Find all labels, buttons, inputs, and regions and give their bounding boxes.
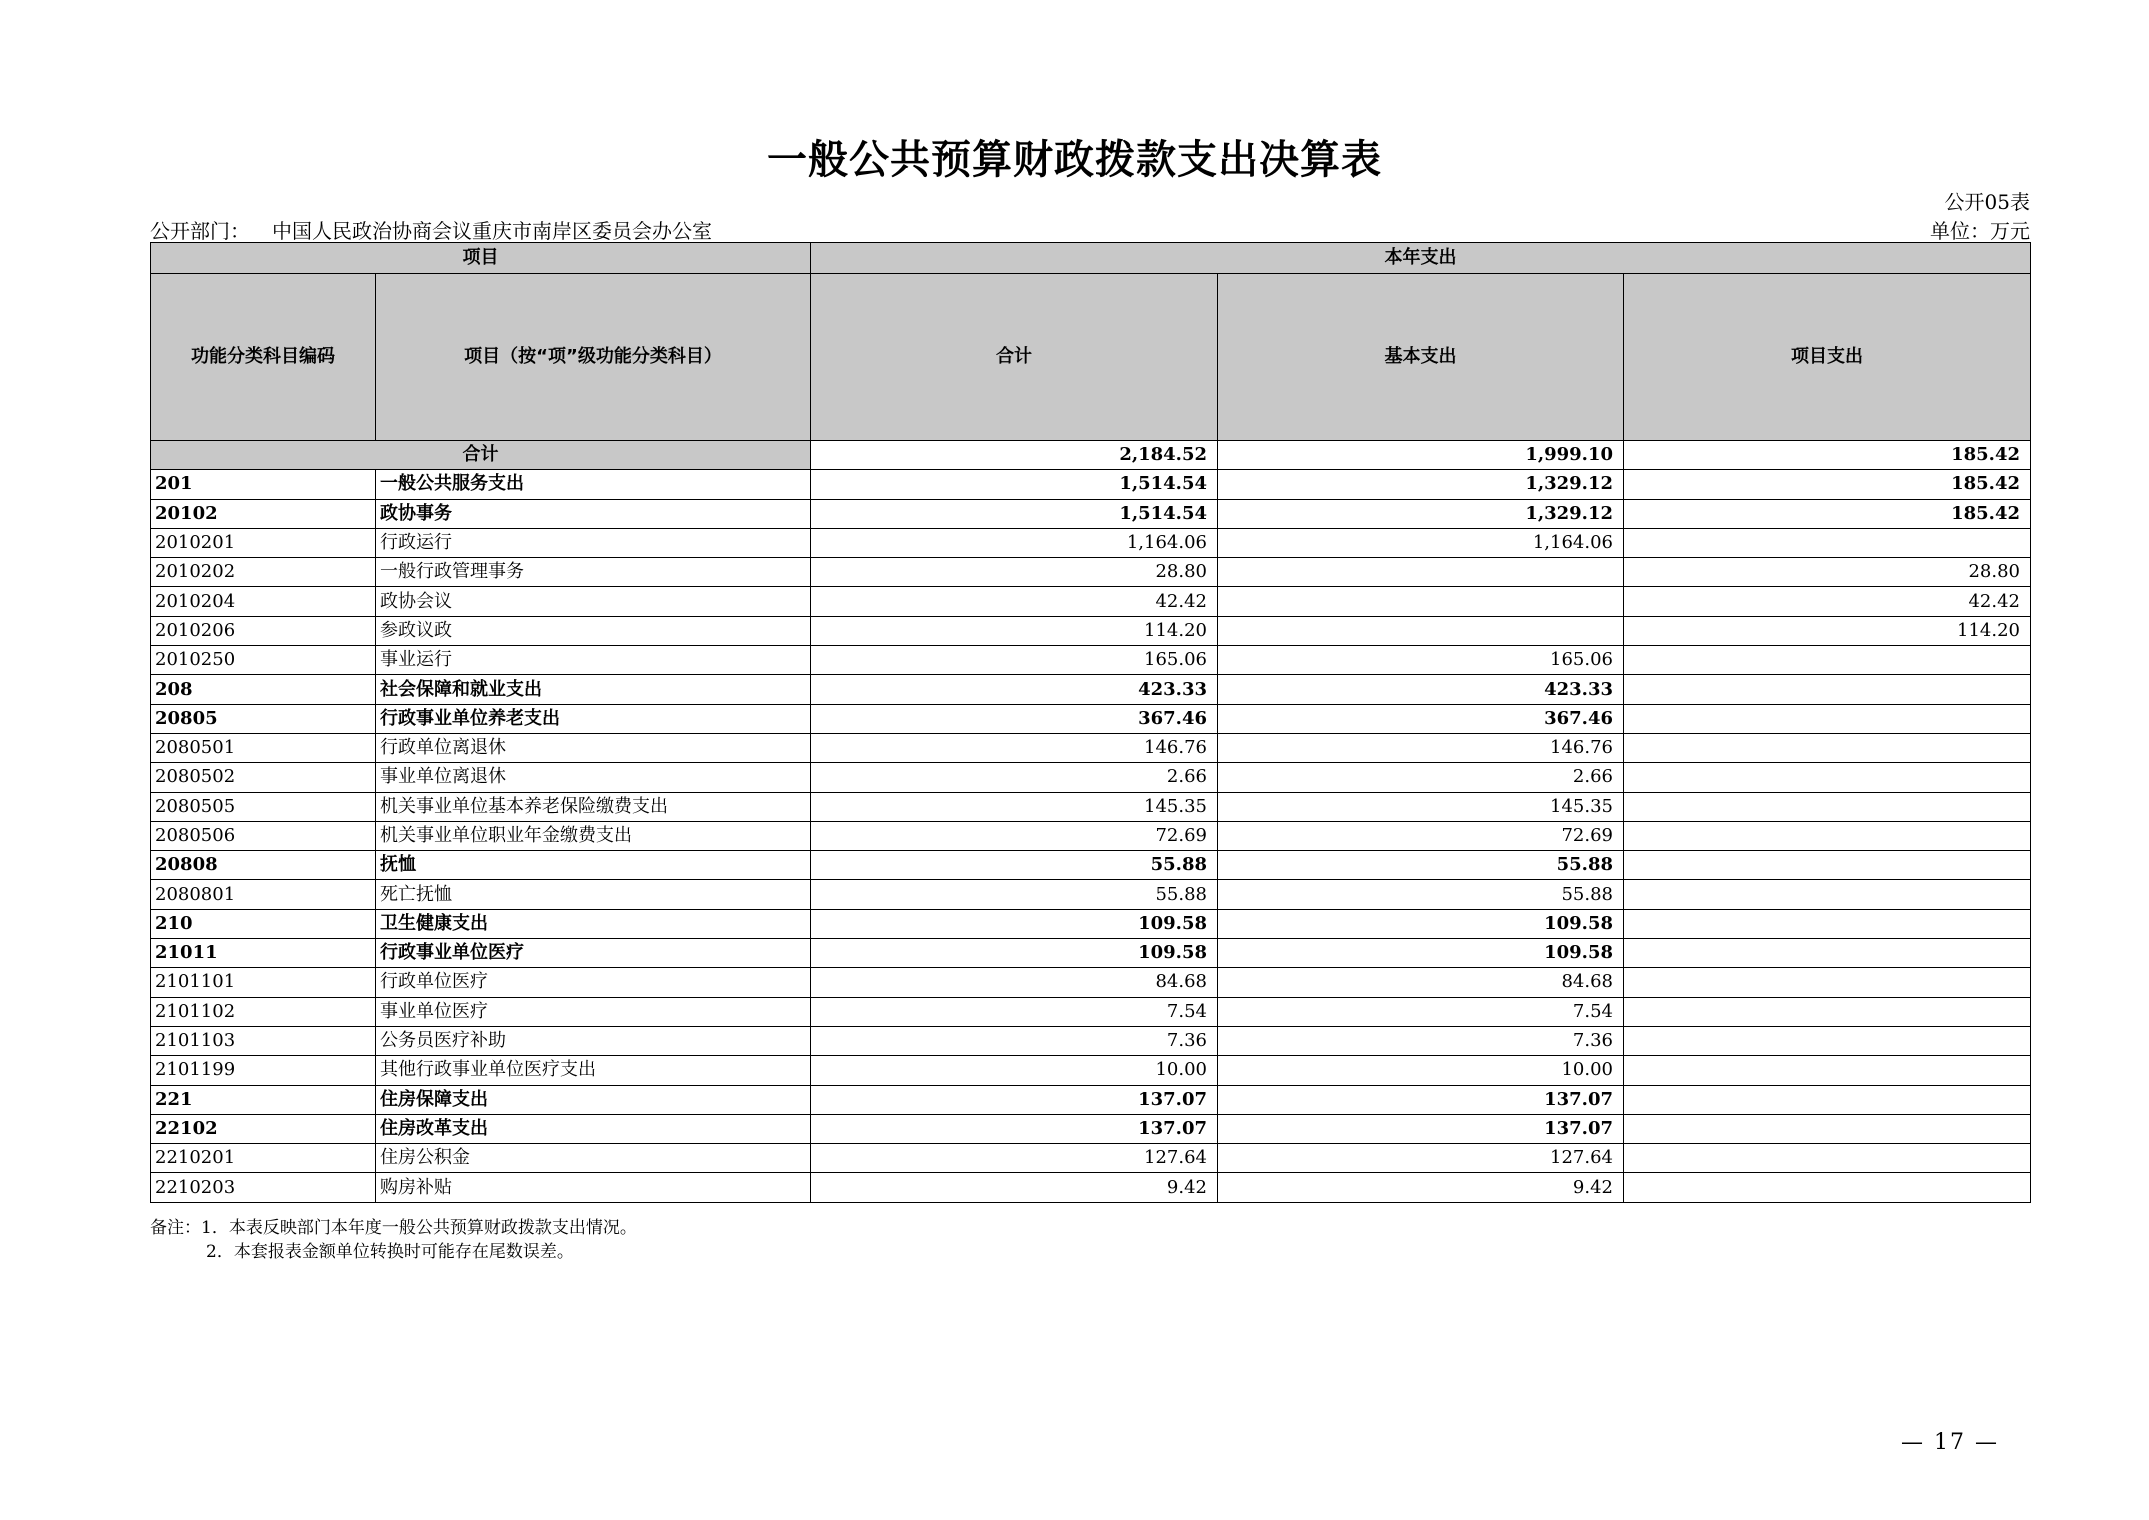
row-name: 政协事务 (376, 499, 811, 528)
row-total: 137.07 (811, 1114, 1218, 1143)
table-row (151, 763, 2031, 792)
row-name: 死亡抚恤 (376, 880, 811, 909)
row-code: 2010250 (151, 646, 376, 675)
row-code: 2101103 (151, 1026, 376, 1055)
row-total: 9.42 (811, 1173, 1218, 1202)
row-basic: 127.64 (1218, 1144, 1624, 1173)
table-row (151, 968, 2031, 997)
row-item (1624, 704, 2031, 733)
row-item (1624, 675, 2031, 704)
row-name: 住房公积金 (376, 1144, 811, 1173)
row-basic (1218, 616, 1624, 645)
row-item (1624, 646, 2031, 675)
table-row (151, 587, 2031, 616)
total-row (151, 441, 2031, 470)
table-row (151, 1114, 2031, 1143)
row-name: 行政事业单位养老支出 (376, 704, 811, 733)
table-row (151, 558, 2031, 587)
row-code: 208 (151, 675, 376, 704)
row-basic: 7.54 (1218, 997, 1624, 1026)
row-code: 20808 (151, 851, 376, 880)
row-name: 行政单位医疗 (376, 968, 811, 997)
table-row (151, 1026, 2031, 1055)
table-row (151, 528, 2031, 557)
row-name: 住房保障支出 (376, 1085, 811, 1114)
row-basic: 1,329.12 (1218, 470, 1624, 499)
row-total: 7.36 (811, 1026, 1218, 1055)
row-item (1624, 851, 2031, 880)
table-row (151, 1144, 2031, 1173)
row-item (1624, 909, 2031, 938)
row-code: 2010202 (151, 558, 376, 587)
row-total: 55.88 (811, 880, 1218, 909)
row-name: 抚恤 (376, 851, 811, 880)
row-basic: 1,164.06 (1218, 528, 1624, 557)
row-name: 事业单位离退休 (376, 763, 811, 792)
row-item (1624, 1056, 2031, 1085)
header-total: 合计 (811, 274, 1218, 441)
row-total: 10.00 (811, 1056, 1218, 1085)
row-item: 28.80 (1624, 558, 2031, 587)
table-row (151, 499, 2031, 528)
header-item: 项目支出 (1624, 274, 2031, 441)
row-item: 114.20 (1624, 616, 2031, 645)
row-total: 2.66 (811, 763, 1218, 792)
row-code: 2080801 (151, 880, 376, 909)
row-code: 2080505 (151, 792, 376, 821)
row-code: 2080502 (151, 763, 376, 792)
row-code: 2210201 (151, 1144, 376, 1173)
row-code: 221 (151, 1085, 376, 1114)
row-name: 购房补贴 (376, 1173, 811, 1202)
row-name: 一般行政管理事务 (376, 558, 811, 587)
table-row (151, 939, 2031, 968)
row-name: 机关事业单位职业年金缴费支出 (376, 821, 811, 850)
table-row (151, 733, 2031, 762)
table-row (151, 792, 2031, 821)
table-row (151, 997, 2031, 1026)
row-basic: 109.58 (1218, 909, 1624, 938)
header-code: 功能分类科目编码 (151, 274, 376, 441)
row-name: 卫生健康支出 (376, 909, 811, 938)
row-code: 2101101 (151, 968, 376, 997)
row-code: 2080506 (151, 821, 376, 850)
row-basic: 367.46 (1218, 704, 1624, 733)
header-name: 项目（按“项”级功能分类科目） (376, 274, 811, 441)
row-total: 84.68 (811, 968, 1218, 997)
row-item (1624, 1144, 2031, 1173)
row-code: 2101102 (151, 997, 376, 1026)
row-basic: 2.66 (1218, 763, 1624, 792)
row-code: 201 (151, 470, 376, 499)
row-total: 165.06 (811, 646, 1218, 675)
row-total: 145.35 (811, 792, 1218, 821)
row-code: 2080501 (151, 733, 376, 762)
row-item (1624, 968, 2031, 997)
row-item (1624, 939, 2031, 968)
total-row-total: 2,184.52 (811, 441, 1218, 470)
table-body (151, 441, 2031, 1203)
row-code: 2010206 (151, 616, 376, 645)
row-total: 42.42 (811, 587, 1218, 616)
row-item: 185.42 (1624, 499, 2031, 528)
table-row (151, 1056, 2031, 1085)
row-total: 109.58 (811, 939, 1218, 968)
row-total: 146.76 (811, 733, 1218, 762)
row-basic: 9.42 (1218, 1173, 1624, 1202)
row-code: 210 (151, 909, 376, 938)
row-basic: 109.58 (1218, 939, 1624, 968)
row-total: 1,164.06 (811, 528, 1218, 557)
row-total: 367.46 (811, 704, 1218, 733)
table-row (151, 821, 2031, 850)
row-name: 参政议政 (376, 616, 811, 645)
note-1: 备注：1．本表反映部门本年度一般公共预算财政拨款支出情况。 (150, 1218, 637, 1238)
row-total: 114.20 (811, 616, 1218, 645)
row-basic: 165.06 (1218, 646, 1624, 675)
row-basic: 1,329.12 (1218, 499, 1624, 528)
row-item (1624, 821, 2031, 850)
table-row (151, 880, 2031, 909)
row-item (1624, 1085, 2031, 1114)
table-row (151, 470, 2031, 499)
row-code: 20102 (151, 499, 376, 528)
row-item (1624, 792, 2031, 821)
row-basic: 137.07 (1218, 1085, 1624, 1114)
expenditure-table (150, 242, 2031, 1203)
row-total: 1,514.54 (811, 499, 1218, 528)
row-total: 28.80 (811, 558, 1218, 587)
row-code: 21011 (151, 939, 376, 968)
row-code: 20805 (151, 704, 376, 733)
row-item (1624, 763, 2031, 792)
page-title: 一般公共预算财政拨款支出决算表 (767, 137, 1382, 183)
row-item (1624, 1026, 2031, 1055)
row-name: 社会保障和就业支出 (376, 675, 811, 704)
row-basic: 72.69 (1218, 821, 1624, 850)
row-basic (1218, 558, 1624, 587)
row-total: 137.07 (811, 1085, 1218, 1114)
row-item (1624, 528, 2031, 557)
row-item (1624, 1114, 2031, 1143)
table-row (151, 616, 2031, 645)
row-basic: 137.07 (1218, 1114, 1624, 1143)
row-item: 185.42 (1624, 470, 2031, 499)
header-basic: 基本支出 (1218, 274, 1624, 441)
department-name: 中国人民政治协商会议重庆市南岸区委员会办公室 (272, 219, 712, 243)
row-name: 一般公共服务支出 (376, 470, 811, 499)
table-row (151, 1085, 2031, 1114)
table-row (151, 675, 2031, 704)
total-row-item: 185.42 (1624, 441, 2031, 470)
row-total: 423.33 (811, 675, 1218, 704)
row-basic (1218, 587, 1624, 616)
row-name: 事业运行 (376, 646, 811, 675)
row-code: 2010201 (151, 528, 376, 557)
row-code: 2101199 (151, 1056, 376, 1085)
table-row (151, 909, 2031, 938)
row-item (1624, 733, 2031, 762)
row-basic: 146.76 (1218, 733, 1624, 762)
header-current-year: 本年支出 (811, 243, 2031, 274)
row-name: 公务员医疗补助 (376, 1026, 811, 1055)
row-name: 机关事业单位基本养老保险缴费支出 (376, 792, 811, 821)
row-code: 22102 (151, 1114, 376, 1143)
department-line (150, 215, 712, 244)
row-name: 事业单位医疗 (376, 997, 811, 1026)
row-item (1624, 880, 2031, 909)
row-name: 住房改革支出 (376, 1114, 811, 1143)
department-label: 公开部门： (150, 219, 250, 243)
table-row (151, 851, 2031, 880)
total-row-basic: 1,999.10 (1218, 441, 1624, 470)
row-basic: 10.00 (1218, 1056, 1624, 1085)
row-basic: 55.88 (1218, 851, 1624, 880)
unit-label: 单位：万元 (1930, 219, 2030, 243)
row-name: 其他行政事业单位医疗支出 (376, 1056, 811, 1085)
row-name: 行政单位离退休 (376, 733, 811, 762)
row-basic: 7.36 (1218, 1026, 1624, 1055)
note-2: 2．本套报表金额单位转换时可能存在尾数误差。 (206, 1242, 574, 1262)
table-row (151, 1173, 2031, 1202)
row-total: 7.54 (811, 997, 1218, 1026)
row-item (1624, 1173, 2031, 1202)
row-total: 109.58 (811, 909, 1218, 938)
row-item: 42.42 (1624, 587, 2031, 616)
row-basic: 145.35 (1218, 792, 1624, 821)
row-basic: 423.33 (1218, 675, 1624, 704)
header-project: 项目 (151, 243, 811, 274)
form-number: 公开05表 (1944, 190, 2030, 214)
row-total: 1,514.54 (811, 470, 1218, 499)
notes (150, 1216, 637, 1264)
total-row-label: 合计 (151, 441, 811, 470)
row-code: 2210203 (151, 1173, 376, 1202)
table-row (151, 704, 2031, 733)
row-total: 127.64 (811, 1144, 1218, 1173)
table-row (151, 646, 2031, 675)
row-basic: 84.68 (1218, 968, 1624, 997)
row-basic: 55.88 (1218, 880, 1624, 909)
row-item (1624, 997, 2031, 1026)
row-code: 2010204 (151, 587, 376, 616)
row-name: 行政事业单位医疗 (376, 939, 811, 968)
row-total: 55.88 (811, 851, 1218, 880)
row-name: 行政运行 (376, 528, 811, 557)
page-number: — 17 — (1901, 1430, 1999, 1455)
row-name: 政协会议 (376, 587, 811, 616)
row-total: 72.69 (811, 821, 1218, 850)
